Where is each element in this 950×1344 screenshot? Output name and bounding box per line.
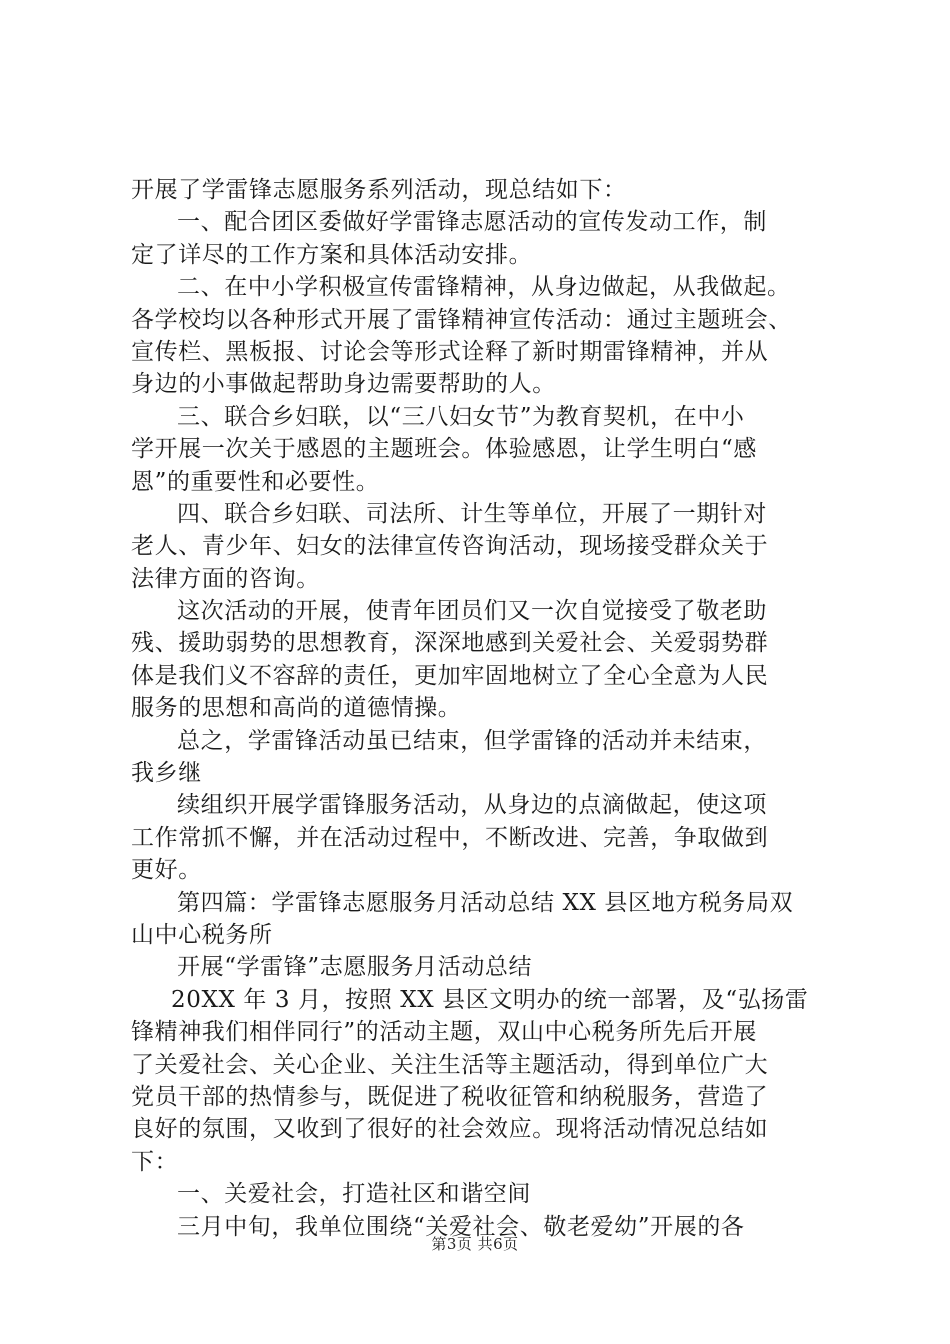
text-line: 法律方面的咨询。 <box>131 565 320 592</box>
text-line: 续组织开展学雷锋服务活动，从身边的点滴做起，使这项 <box>177 792 767 819</box>
text-line: 我乡继 <box>131 760 202 787</box>
text-line: 老人、青少年、妇女的法律宣传咨询活动，现场接受群众关于 <box>131 533 769 560</box>
text-line: 开展了学雷锋志愿服务系列活动，现总结如下： <box>131 177 627 203</box>
text-line: 学开展一次关于感恩的主题班会。体验感恩，让学生明白“感 <box>131 436 757 463</box>
page-footer: 第3页 共6页 <box>431 1235 519 1253</box>
text-line: 宣传栏、黑板报、讨论会等形式诠释了新时期雷锋精神，并从 <box>131 338 769 365</box>
text-line: 一、配合团区委做好学雷锋志愿活动的宣传发动工作，制 <box>177 209 767 236</box>
text-line: 这次活动的开展，使青年团员们又一次自觉接受了敬老助 <box>177 598 767 625</box>
text-line: 更好。 <box>131 857 202 884</box>
text-line: 总之，学雷锋活动虽已结束，但学雷锋的活动并未结束， <box>177 727 767 754</box>
text-line: 三月中旬，我单位围绕“关爱社会、敬老爱幼”开展的各 <box>177 1213 745 1240</box>
text-line: 20XX 年 3 月，按照 XX 县区文明办的统一部署，及“弘扬雷 <box>171 986 809 1013</box>
text-line: 一、关爱社会，打造社区和谐空间 <box>177 1181 531 1208</box>
text-line: 第四篇：学雷锋志愿服务月活动总结 XX 县区地方税务局双 <box>177 889 794 916</box>
text-line: 二、在中小学积极宣传雷锋精神，从身边做起，从我做起。 <box>177 274 791 301</box>
text-line: 各学校均以各种形式开展了雷锋精神宣传活动：通过主题班会、 <box>131 306 792 333</box>
text-line: 四、联合乡妇联、司法所、计生等单位，开展了一期针对 <box>177 500 767 527</box>
text-line: 三、联合乡妇联，以“三八妇女节”为教育契机，在中小 <box>177 403 745 430</box>
text-line: 身边的小事做起帮助身边需要帮助的人。 <box>131 371 556 398</box>
text-line: 服务的思想和高尚的道德情操。 <box>131 695 462 722</box>
text-line: 下： <box>131 1148 179 1175</box>
text-line: 良好的氛围，又收到了很好的社会效应。现将活动情况总结如 <box>131 1116 769 1143</box>
text-line: 工作常抓不懈，并在活动过程中，不断改进、完善，争取做到 <box>131 824 769 851</box>
text-line: 恩”的重要性和必要性。 <box>131 468 380 495</box>
text-line: 锋精神我们相伴同行”的活动主题，双山中心税务所先后开展 <box>131 1019 757 1046</box>
text-line: 定了详尽的工作方案和具体活动安排。 <box>131 241 533 268</box>
text-line: 山中心税务所 <box>131 921 273 948</box>
text-line: 党员干部的热情参与，既促进了税收征管和纳税服务，营造了 <box>131 1083 769 1110</box>
text-line: 开展“学雷锋”志愿服务月活动总结 <box>177 954 533 981</box>
text-line: 体是我们义不容辞的责任，更加牢固地树立了全心全意为人民 <box>131 662 769 689</box>
document-body <box>131 174 831 1243</box>
text-line: 残、援助弱势的思想教育，深深地感到关爱社会、关爱弱势群 <box>131 630 769 657</box>
text-line: 了关爱社会、关心企业、关注生活等主题活动，得到单位广大 <box>131 1051 769 1078</box>
